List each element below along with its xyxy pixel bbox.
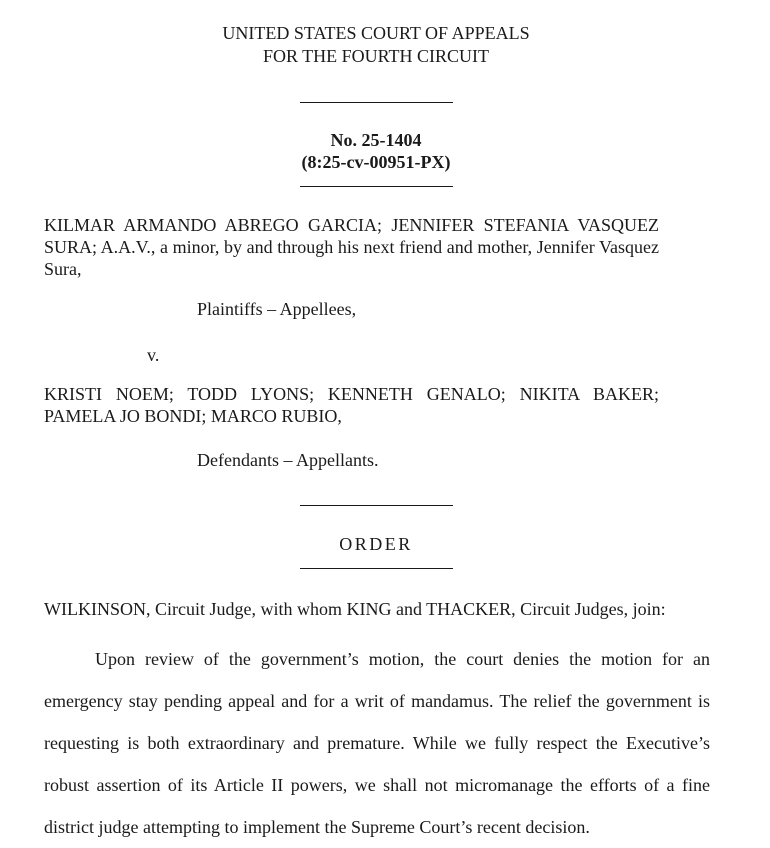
case-number-divider xyxy=(300,186,453,187)
court-header xyxy=(0,22,752,68)
order-title: ORDER xyxy=(339,534,413,554)
judges-line: WILKINSON, Circuit Judge, with whom KING and THACKER, Circuit Judges, join: xyxy=(44,599,666,619)
district-docket-number: (8:25-cv-00951-PX) xyxy=(301,152,451,172)
court-name-line-2: FOR THE FOURTH CIRCUIT xyxy=(262,46,490,66)
defendants-role: Defendants – Appellants. xyxy=(197,450,379,470)
header-divider xyxy=(300,102,453,103)
versus-marker: v. xyxy=(147,345,160,365)
order-title-divider xyxy=(300,568,453,569)
plaintiffs-role: Plaintiffs – Appellees, xyxy=(197,299,357,319)
order-body-paragraph: Upon review of the government’s motion, the court denies the motion for an emergency stay pending appeal and for a writ of mandamus. The relief the government is requesting is both extraordinary and premature. While we fully respect the Executive’s robust assertion of its Article II powers, we shall not micromanage the efforts of a fine district judge attempting to implement the Supreme Court’s recent decision. xyxy=(44,649,710,837)
defendants-names: KRISTI NOEM; TODD LYONS; KENNETH GENALO; NIKITA BAKER; PAMELA JO BONDI; MARCO RUBIO, xyxy=(44,384,659,426)
court-name-line-1: UNITED STATES COURT OF APPEALS xyxy=(222,23,530,43)
case-number-block xyxy=(0,129,752,173)
caption-divider xyxy=(300,505,453,506)
plaintiffs-names: KILMAR ARMANDO ABREGO GARCIA; JENNIFER STEFANIA VASQUEZ SURA; A.A.V., a minor, by and through his next friend and mother, Jennifer Vasquez Sura, xyxy=(44,215,659,279)
case-number: No. 25-1404 xyxy=(330,130,422,150)
